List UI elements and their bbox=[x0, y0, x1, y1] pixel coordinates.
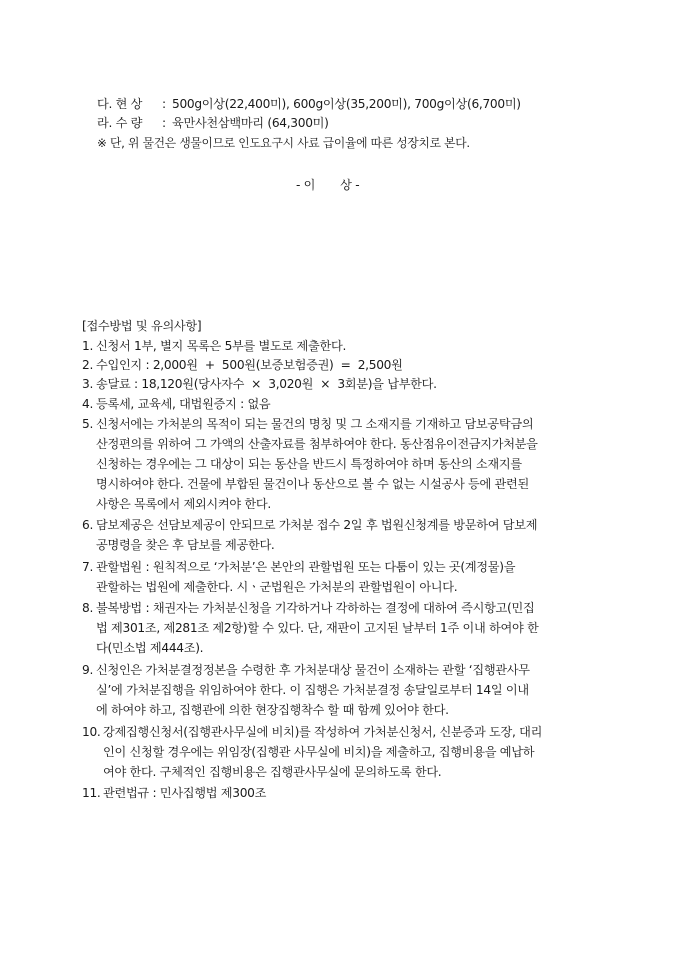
item-5-line-1: 신청서에는 가처분의 목적이 되는 물건의 명칭 및 그 소재지를 기재하고 담보공탁금의 bbox=[96, 417, 534, 431]
item-9-line-1: 신청인은 가처분결정정본을 수령한 후 가처분대상 물건이 소재하는 관할 ‘집행관사무 bbox=[96, 663, 530, 677]
item-da-text: 500g이상(22,400미), 600g이상(35,200미), 700g이상(6,700미) bbox=[172, 97, 521, 111]
section-heading: [접수방법 및 유의사항] bbox=[82, 319, 202, 333]
item-5-line-3: 신청하는 경우에는 그 대상이 되는 동산을 반드시 특정하여야 하며 동산의 소재지를 bbox=[96, 457, 522, 471]
item-9-line-2: 실’에 가처분집행을 위임하여야 한다. 이 집행은 가처분결정 송달일로부터 14일 이내 bbox=[96, 683, 529, 697]
item-7-line-1: 관할법원 : 원칙적으로 ‘가처분’은 본안의 관할법원 또는 다툼이 있는 곳(계정물)을 bbox=[96, 560, 516, 574]
item-11-num: 11. bbox=[82, 786, 101, 800]
item-2-line-1: 수입인지 : 2,000원 + 500원(보증보험증권) = 2,500원 bbox=[96, 358, 403, 372]
item-1-line-1: 신청서 1부, 별지 목록은 5부를 별도로 제출한다. bbox=[96, 339, 347, 353]
item-2-num: 2. bbox=[82, 358, 94, 372]
item-da-colon: : bbox=[162, 97, 166, 111]
item-6-line-1: 담보제공은 선담보제공이 안되므로 가처분 접수 2일 후 법원신청계를 방문하여 담보제 bbox=[96, 518, 538, 532]
item-10-num: 10. bbox=[82, 725, 101, 739]
item-10-line-3: 여야 한다. 구체적인 집행비용은 집행관사무실에 문의하도록 한다. bbox=[103, 765, 442, 779]
item-8-line-3: 다(민소법 제444조). bbox=[96, 641, 204, 655]
item-10-line-1: 강제집행신청서(집행관사무실에 비치)를 작성하여 가처분신청서, 신분증과 도장, 대리 bbox=[103, 725, 543, 739]
item-8-line-2: 법 제301조, 제281조 제2항)할 수 있다. 단, 재판이 고지된 날부터 1주 이내 하여야 한 bbox=[96, 621, 539, 635]
item-4-num: 4. bbox=[82, 397, 94, 411]
item-3-line-1: 송달료 : 18,120원(당사자수 × 3,020원 × 3회분)을 납부한다. bbox=[96, 377, 437, 391]
item-4-line-1: 등록세, 교육세, 대법원증지 : 없음 bbox=[96, 397, 271, 411]
item-1-num: 1. bbox=[82, 339, 94, 353]
item-7-num: 7. bbox=[82, 560, 94, 574]
item-8-line-1: 불복방법 : 채권자는 가처분신청을 기각하거나 각하하는 결정에 대하여 즉시항고(민집 bbox=[96, 601, 535, 615]
item-ra-colon: : bbox=[162, 116, 166, 130]
item-ra-label: 라. 수 량 bbox=[97, 116, 143, 130]
item-5-num: 5. bbox=[82, 417, 94, 431]
item-5-line-4: 명시하여야 한다. 건물에 부합된 물건이나 동산으로 볼 수 없는 시설공사 등에 관련된 bbox=[96, 477, 529, 491]
item-3-num: 3. bbox=[82, 377, 94, 391]
item-6-num: 6. bbox=[82, 518, 94, 532]
item-6-line-2: 공명령을 찾은 후 담보를 제공한다. bbox=[96, 538, 275, 552]
item-7-line-2: 관할하는 법원에 제출한다. 시ㆍ군법원은 가처분의 관할법원이 아니다. bbox=[96, 580, 458, 594]
item-ra-text: 육만사천삼백마리 (64,300미) bbox=[172, 116, 329, 130]
item-9-num: 9. bbox=[82, 663, 94, 677]
closing-mark: - 이 상 - bbox=[296, 178, 360, 192]
item-11-line-1: 관련법규 : 민사집행법 제300조 bbox=[103, 786, 267, 800]
item-8-num: 8. bbox=[82, 601, 94, 615]
item-5-line-5: 사항은 목록에서 제외시켜야 한다. bbox=[96, 497, 271, 511]
item-9-line-3: 에 하여야 하고, 집행관에 의한 현장집행착수 할 때 함께 있어야 한다. bbox=[96, 703, 449, 717]
item-5-line-2: 산정편의를 위하여 그 가액의 산출자료를 첨부하여야 한다. 동산점유이전금지가처분을 bbox=[96, 437, 538, 451]
note-text: ※ 단, 위 물건은 생물이므로 인도요구시 사료 급이율에 따른 성장치로 본다. bbox=[97, 136, 470, 150]
item-10-line-2: 인이 신청할 경우에는 위임장(집행관 사무실에 비치)을 제출하고, 집행비용을 예납하 bbox=[103, 745, 535, 759]
item-da-label: 다. 현 상 bbox=[97, 97, 143, 111]
